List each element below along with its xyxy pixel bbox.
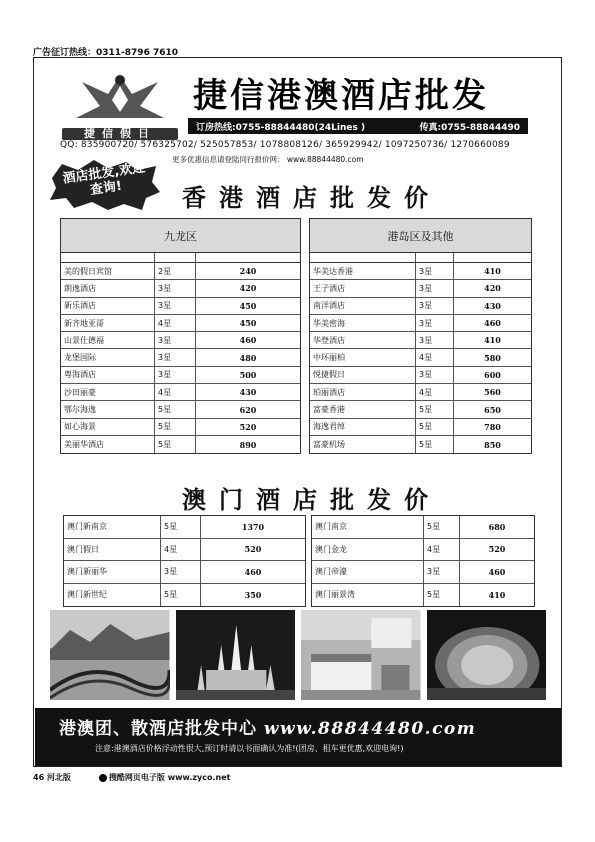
booking-hotline: 订房热线:0755-88844480(24Lines ) (196, 122, 366, 133)
hotel-name: 华美达香港 (310, 263, 416, 279)
hotel-name: 海逸君绰 (310, 419, 416, 435)
kowloon-table (60, 218, 301, 454)
table-row (61, 419, 300, 436)
hotel-name: 王子酒店 (310, 280, 416, 296)
hotel-name: 山景仕德福 (61, 332, 155, 348)
table-row (310, 419, 531, 436)
price: 450 (239, 300, 257, 311)
hotel-name: 鄂尔海逸 (61, 401, 155, 417)
table-row (310, 315, 531, 332)
table-row (64, 561, 305, 584)
price: 410 (484, 335, 501, 346)
hotel-name: 珀丽酒店 (310, 384, 416, 400)
table-row (310, 263, 531, 280)
star-rating: 2星 (155, 263, 196, 279)
table-row (310, 401, 531, 418)
banner-title: 港澳团、散酒店批发中心 (59, 719, 257, 739)
star-rating: 3星 (155, 298, 196, 314)
star-rating: 3星 (416, 263, 454, 279)
bottom-banner (35, 708, 561, 766)
star-rating: 5星 (416, 436, 454, 453)
table-row (61, 298, 300, 315)
table-row (61, 384, 300, 401)
star-rating: 3星 (416, 298, 454, 314)
banner-headline (59, 714, 476, 739)
hk-price-heading: 香港酒店批发价 (182, 183, 441, 212)
star-rating: 5星 (416, 401, 454, 417)
qq-numbers: QQ: 835900720/ 576325702/ 525057853/ 1078808126/ 365929942/ 1097250736/ 1270660089 (60, 140, 510, 150)
hotel-name: 澳门丽景湾 (312, 584, 424, 607)
price: 420 (484, 283, 501, 294)
table-row (312, 584, 534, 607)
starburst-text: 酒店批发,欢迎查询! (61, 160, 147, 199)
price: 240 (239, 266, 257, 277)
price: 780 (484, 421, 501, 432)
star-rating: 4星 (155, 315, 196, 331)
table-spacer-row (61, 253, 300, 263)
photo-harbour (50, 610, 170, 700)
contact-bar (188, 118, 528, 134)
brand-title: 捷信港澳酒店批发 (193, 76, 489, 116)
star-rating: 3星 (416, 280, 454, 296)
price: 650 (484, 404, 501, 415)
star-rating: 5星 (424, 584, 460, 607)
starburst-badge (48, 160, 160, 210)
hotel-name: 南洋酒店 (310, 298, 416, 314)
hotel-name: 新齐地亚哥 (61, 315, 155, 331)
price: 480 (239, 352, 257, 363)
price: 460 (484, 318, 501, 329)
table-row (61, 401, 300, 418)
macau-table-right (311, 515, 535, 607)
logo-text: 捷信假日 (62, 128, 178, 140)
price: 560 (484, 387, 501, 398)
star-rating: 3星 (416, 367, 454, 383)
star-rating: 3星 (424, 561, 460, 583)
table-row (310, 280, 531, 297)
banner-note: 注意:港澳酒店价格浮动性很大,预订时请以书面确认为准!(团房、租车更优惠,欢迎电询!) (95, 744, 404, 753)
table-spacer-row (310, 253, 531, 263)
banner-url[interactable]: www.88844480.com (263, 719, 477, 739)
hotel-name: 富豪香港 (310, 401, 416, 417)
table-row (61, 315, 300, 332)
star-rating: 3星 (416, 315, 454, 331)
table-row (61, 332, 300, 349)
table-row (310, 349, 531, 366)
price: 850 (484, 439, 501, 450)
star-rating: 3星 (161, 561, 201, 583)
price: 410 (488, 589, 506, 600)
hotel-name: 朗逸酒店 (61, 280, 155, 296)
hotel-name: 新乐酒店 (61, 298, 155, 314)
table-row (64, 539, 305, 562)
star-rating: 5星 (416, 419, 454, 435)
photo-hotel-room (301, 610, 421, 700)
hotel-name: 澳门新世纪 (64, 584, 161, 607)
price: 620 (239, 404, 257, 415)
star-rating: 3星 (155, 349, 196, 365)
table-row (310, 384, 531, 401)
star-rating: 5星 (424, 516, 460, 538)
hotel-name: 龙堡国际 (61, 349, 155, 365)
hotel-name: 美丽华酒店 (61, 436, 155, 453)
table-row (312, 561, 534, 584)
table-row (61, 367, 300, 384)
price: 410 (484, 266, 501, 277)
star-rating: 3星 (416, 332, 454, 348)
star-rating: 4星 (161, 539, 201, 561)
price: 460 (244, 566, 262, 577)
table-row (312, 516, 534, 539)
star-rating: 3星 (155, 280, 196, 296)
table-row (310, 298, 531, 315)
macau-table-left (63, 515, 306, 607)
page-number: 46 河北版 (33, 773, 71, 782)
table-row (312, 539, 534, 562)
hotel-name: 澳门新丽华 (64, 561, 161, 583)
price: 520 (244, 544, 262, 555)
island-table (309, 218, 532, 454)
kowloon-table-title: 九龙区 (61, 219, 300, 253)
star-rating: 5星 (161, 584, 201, 607)
hotel-name: 澳门金龙 (312, 539, 424, 561)
price: 890 (239, 439, 257, 450)
logo (60, 72, 180, 142)
photo-strip (50, 610, 546, 700)
photo-dome (427, 610, 547, 700)
hotel-name: 悦捷假日 (310, 367, 416, 383)
logo-mark-icon (60, 72, 180, 130)
hotel-name: 澳门南京 (312, 516, 424, 538)
table-row (64, 584, 305, 607)
table-row (61, 349, 300, 366)
hotel-name: 如心海景 (61, 419, 155, 435)
fax-number: 传真:0755-88844490 (419, 122, 520, 133)
page-footer (33, 772, 231, 783)
table-row (310, 332, 531, 349)
publisher-info (99, 772, 231, 783)
hotel-name: 粤海酒店 (61, 367, 155, 383)
table-row (310, 436, 531, 453)
star-rating: 3星 (155, 332, 196, 348)
price: 680 (488, 521, 506, 532)
hotel-name: 中环丽柏 (310, 349, 416, 365)
hotel-name: 美的假日宾馆 (61, 263, 155, 279)
photo-castle (176, 610, 296, 700)
price: 1370 (241, 521, 265, 532)
price: 520 (488, 544, 506, 555)
hotel-name: 华美密海 (310, 315, 416, 331)
price: 430 (239, 387, 257, 398)
hotel-name: 澳门假日 (64, 539, 161, 561)
price: 600 (484, 369, 501, 380)
table-row (61, 280, 300, 297)
price: 580 (484, 352, 501, 363)
star-rating: 4星 (416, 384, 454, 400)
more-info-line: 更多优惠信息请登陆同行报价网： www.88844480.com (172, 155, 364, 164)
price: 460 (488, 566, 506, 577)
star-rating: 3星 (155, 367, 196, 383)
star-rating: 5星 (155, 436, 196, 453)
price: 350 (244, 589, 262, 600)
hotel-name: 华登酒店 (310, 332, 416, 348)
hotel-name: 沙田丽豪 (61, 384, 155, 400)
table-row (310, 367, 531, 384)
star-rating: 4星 (416, 349, 454, 365)
hotel-name: 澳门新南京 (64, 516, 161, 538)
publisher-logo-icon (99, 774, 107, 782)
star-rating: 4星 (424, 539, 460, 561)
table-row (61, 436, 300, 453)
macau-price-heading: 澳门酒店批发价 (182, 485, 441, 514)
island-table-title: 港岛区及其他 (310, 219, 531, 253)
price: 460 (239, 335, 257, 346)
ad-hotline: 广告征订热线：0311-8796 7610 (33, 48, 179, 58)
star-rating: 4星 (155, 384, 196, 400)
publisher-site: 搜酷网页电子版 www.zyco.net (108, 773, 231, 782)
price: 520 (239, 421, 257, 432)
price: 420 (239, 283, 257, 294)
star-rating: 5星 (155, 401, 196, 417)
star-rating: 5星 (161, 516, 201, 538)
star-rating: 5星 (155, 419, 196, 435)
price: 430 (484, 300, 501, 311)
price: 500 (239, 369, 257, 380)
hotel-name: 富豪机场 (310, 436, 416, 453)
table-row (64, 516, 305, 539)
table-row (61, 263, 300, 280)
price: 450 (239, 318, 257, 329)
hotel-name: 澳门帝濠 (312, 561, 424, 583)
